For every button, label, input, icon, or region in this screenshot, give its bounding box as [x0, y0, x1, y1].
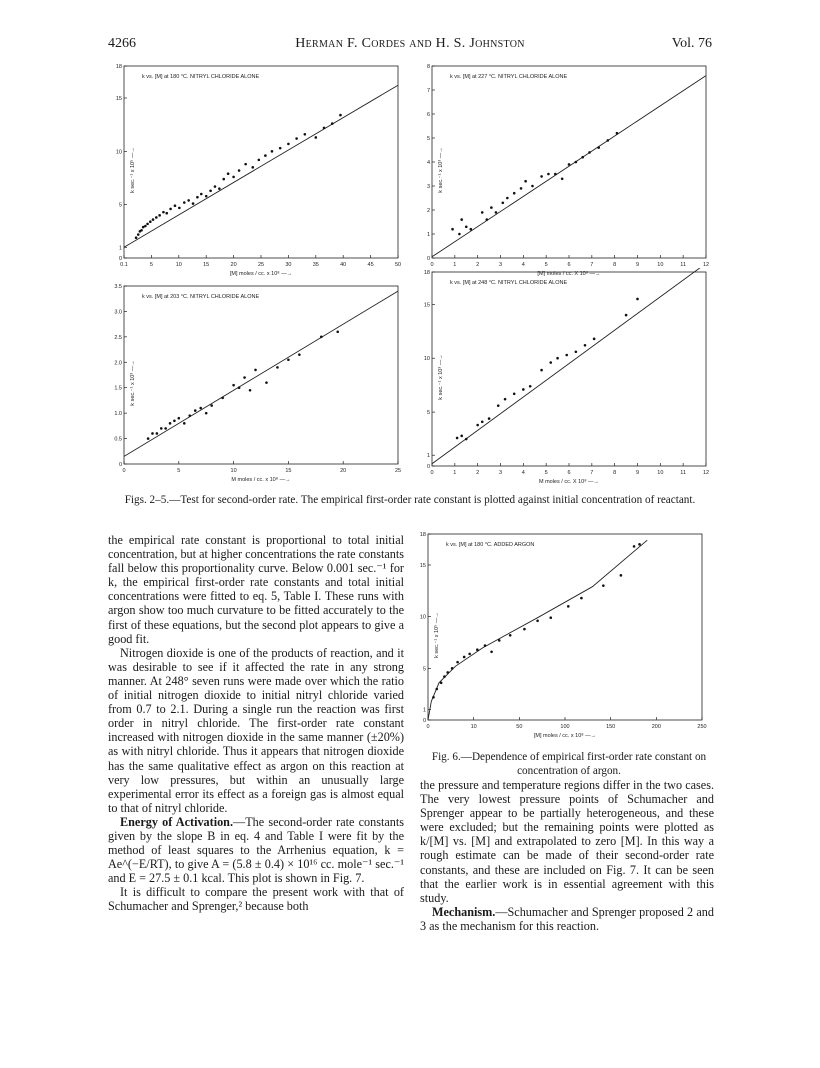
data-point	[602, 584, 605, 587]
data-point	[506, 197, 509, 200]
data-point	[468, 653, 471, 656]
data-point	[531, 185, 534, 188]
y-tick-label: 15	[115, 96, 122, 102]
data-point	[251, 166, 254, 169]
chart-fig6	[416, 530, 716, 742]
x-tick-label: 5	[544, 470, 548, 476]
x-tick-label: 0	[430, 470, 434, 476]
data-point	[488, 417, 491, 420]
data-point	[232, 384, 235, 387]
data-point	[320, 336, 323, 339]
data-point	[146, 223, 149, 226]
y-tick-label: 8	[426, 64, 430, 70]
x-tick-label: 30	[285, 262, 292, 268]
fit-line	[432, 268, 706, 464]
x-tick-label: 25	[257, 262, 265, 268]
data-point	[165, 212, 168, 215]
data-point	[187, 199, 190, 202]
data-point	[158, 214, 161, 217]
data-point	[214, 185, 217, 188]
data-point	[164, 427, 167, 430]
data-point	[575, 161, 578, 164]
x-tick-label: 35	[312, 262, 319, 268]
y-tick-label: 1	[426, 232, 430, 238]
y-tick-label: 0	[426, 464, 430, 470]
y-tick-label: 0	[426, 256, 430, 262]
data-point	[279, 147, 282, 150]
x-tick-label: 3	[498, 262, 503, 268]
data-point	[183, 422, 186, 425]
data-point	[556, 357, 559, 360]
data-point	[178, 207, 181, 210]
data-point	[565, 354, 568, 357]
y-tick-label: 15	[419, 563, 426, 569]
x-tick-label: 11	[680, 262, 687, 268]
chart-title: k vs. [M] at 180 °C. NITRYL CHLORIDE ALONE	[142, 74, 260, 80]
x-tick-label: 10	[470, 724, 477, 730]
x-tick-label: 2	[476, 470, 480, 476]
data-point	[460, 218, 463, 221]
data-point	[169, 422, 172, 425]
data-point	[588, 151, 591, 154]
data-point	[456, 437, 459, 440]
data-point	[513, 192, 516, 195]
data-point	[249, 389, 252, 392]
section-heading: Mechanism.	[432, 904, 496, 919]
x-tick-label: 6	[567, 470, 571, 476]
figure-4	[112, 282, 412, 486]
data-point	[481, 211, 484, 214]
data-point	[287, 143, 290, 146]
x-axis-label: [M] moles / cc. x 10⁸ —→	[533, 733, 597, 739]
data-point	[458, 233, 461, 236]
plot-frame	[124, 66, 398, 258]
data-point	[522, 388, 525, 391]
data-point	[470, 228, 473, 231]
x-tick-label: 7	[590, 262, 594, 268]
data-point	[152, 218, 155, 221]
y-axis-label: k sec.⁻¹ x 10⁵ —→	[130, 147, 136, 193]
fit-line	[428, 540, 647, 720]
y-tick-label: 1	[422, 707, 426, 714]
data-point	[222, 178, 225, 181]
data-point	[495, 211, 498, 214]
data-point	[580, 597, 583, 600]
data-point	[173, 419, 176, 422]
x-axis-label: M moles / cc. X 10⁸ —→	[538, 479, 600, 485]
x-tick-label: 250	[697, 724, 707, 730]
chart-fig4	[112, 282, 412, 486]
figure-2	[112, 62, 412, 280]
data-point	[568, 163, 571, 166]
data-point	[435, 688, 438, 691]
data-point	[188, 414, 191, 417]
y-tick-label: 4	[426, 160, 430, 166]
y-tick-label: 0	[118, 256, 122, 262]
y-axis-label: k sec.⁻¹ x 10³ —→	[438, 354, 444, 400]
data-point	[169, 208, 172, 211]
y-tick-label: 5	[426, 136, 430, 142]
data-point	[205, 195, 208, 198]
y-axis-label: k sec.⁻¹ x 10³ —→	[438, 147, 444, 193]
data-point	[540, 175, 543, 178]
x-tick-label: 2	[476, 262, 480, 268]
x-tick-label: 45	[367, 262, 374, 268]
y-tick-label: 5	[426, 410, 430, 417]
data-point	[174, 204, 177, 207]
data-point	[271, 150, 274, 153]
paragraph: It is difficult to compare the present work with that of Schumacher and Sprenger,² because both	[108, 885, 404, 914]
data-point	[584, 344, 587, 347]
data-point	[620, 574, 623, 577]
data-point	[238, 169, 241, 172]
data-point	[549, 616, 552, 619]
paragraph: the empirical rate constant is proportional to total initial concentration, but at higher concentrations the rate constants fall below this proportionality curve. Below 0.001 sec.⁻¹ for k, the empirical first-order rate constants and total initial concentrations were fitted to eq. 5, Table I. These runs with argon show too much curvature to be fitted accurately to the first of these equations, but the second plot appears to give a good fit.	[108, 533, 404, 646]
data-point	[498, 639, 501, 642]
x-tick-label: 0.1	[120, 262, 128, 268]
data-point	[616, 132, 619, 135]
x-tick-label: 40	[340, 262, 347, 268]
data-point	[463, 656, 466, 659]
data-point	[509, 634, 512, 637]
data-point	[633, 545, 636, 548]
data-point	[194, 409, 197, 412]
data-point	[232, 176, 235, 179]
y-tick-label: 1.5	[114, 385, 122, 392]
x-tick-label: 50	[394, 262, 402, 268]
data-point	[456, 661, 459, 664]
x-tick-label: 20	[230, 262, 237, 268]
data-point	[536, 620, 539, 623]
y-tick-label: 1	[426, 453, 430, 460]
data-point	[276, 366, 279, 369]
data-point	[575, 350, 578, 353]
data-point	[243, 376, 246, 379]
x-tick-label: 100	[560, 724, 570, 730]
data-point	[540, 369, 543, 372]
data-point	[465, 226, 468, 229]
y-tick-label: 2.0	[114, 360, 122, 367]
data-point	[501, 202, 504, 205]
caption-fig6: Fig. 6.—Dependence of empirical first-order rate constant on concentration of argon.	[431, 751, 707, 777]
x-tick-label: 15	[203, 262, 210, 268]
data-point	[258, 159, 261, 162]
data-point	[151, 432, 154, 435]
x-tick-label: 15	[285, 468, 292, 474]
data-point	[156, 432, 159, 435]
paragraph: Nitrogen dioxide is one of the products of reaction, and it was desirable to see if it affected the rate in any strong manner. At 248° seven runs were made over which the ratio of initial nitrogen dioxide to initial nitryl chloride varied from 0.7 to 2.1. During a single run the reaction was first order in nitryl chloride. The first-order rate constant increased with nitrogen dioxide in the same manner (±20%) as with nitryl chloride. Thus it appears that nitrogen dioxide has the same qualitative effect as argon on this reaction at very low pressures, but within an unusually large experimental error its effect as a foreign gas is almost equal to that of nitryl chloride.	[108, 645, 404, 815]
y-tick-label: 0	[118, 462, 122, 468]
y-tick-label: 3.0	[114, 309, 122, 316]
x-axis-label: M moles / cc. x 10⁸ —→	[231, 477, 291, 483]
y-tick-label: 18	[115, 64, 122, 70]
x-tick-label: 1	[453, 470, 457, 476]
chart-fig3	[420, 62, 720, 280]
data-point	[287, 358, 290, 361]
x-tick-label: 12	[702, 262, 710, 268]
data-point	[147, 437, 150, 440]
y-tick-label: 10	[419, 614, 426, 621]
data-point	[144, 225, 147, 228]
data-point	[244, 163, 247, 166]
page-number: 4266	[108, 36, 136, 51]
data-point	[547, 173, 550, 176]
data-point	[440, 682, 443, 685]
data-point	[490, 206, 493, 209]
chart-fig5	[420, 268, 720, 488]
data-point	[200, 193, 203, 196]
data-point	[446, 671, 449, 674]
y-tick-label: 3	[426, 184, 430, 190]
y-tick-label: 5	[422, 666, 426, 673]
data-point	[625, 314, 628, 317]
x-tick-label: 4	[521, 262, 525, 268]
section-heading: Energy of Activation.	[120, 814, 234, 829]
x-tick-label: 12	[702, 470, 710, 476]
x-tick-label: 5	[177, 468, 181, 474]
y-tick-label: 0.5	[114, 436, 122, 443]
data-point	[607, 139, 610, 142]
x-tick-label: 8	[613, 470, 617, 476]
data-point	[339, 114, 342, 117]
fit-line	[124, 291, 398, 456]
x-tick-label: 1	[453, 262, 457, 268]
y-tick-label: 2	[426, 208, 430, 214]
data-point	[304, 133, 307, 136]
x-tick-label: 10	[175, 262, 182, 268]
x-tick-label: 0	[426, 724, 430, 730]
data-point	[331, 122, 334, 125]
plot-frame	[124, 286, 398, 464]
text-column-left	[108, 533, 404, 914]
y-tick-label: 2.5	[114, 334, 122, 341]
x-axis-label: [M] moles / cc. X 10⁸ —→	[537, 271, 601, 277]
data-point	[315, 136, 318, 139]
data-point	[323, 127, 326, 130]
paragraph: Energy of Activation.—The second-order rate constants given by the slope B in eq. 4 and Table I were fit by the method of least squares to the Arrhenius equation, k = Ae^(−E/RT), to give A = (5.8 ± 0.4) × 10¹⁶ cc. mole⁻¹ sec.⁻¹ and E = 27.5 ± 0.1 kcal. This plot is shown in Fig. 7.	[108, 814, 404, 886]
data-point	[205, 412, 208, 415]
data-point	[529, 385, 532, 388]
data-point	[140, 229, 143, 232]
x-tick-label: 25	[394, 468, 402, 474]
x-tick-label: 20	[340, 468, 347, 474]
data-point	[486, 218, 489, 221]
data-point	[567, 605, 570, 608]
x-tick-label: 9	[635, 262, 640, 268]
x-tick-label: 8	[613, 262, 617, 268]
data-point	[597, 146, 600, 149]
x-tick-label: 150	[606, 724, 616, 730]
data-point	[484, 644, 487, 647]
fit-line	[432, 76, 706, 257]
plot-frame	[428, 534, 702, 720]
data-point	[549, 361, 552, 364]
y-axis-label: k sec.⁻¹ x 10⁵ —→	[434, 612, 440, 658]
x-axis-label: [M] moles / cc. x 10⁸ —→	[229, 271, 293, 277]
chart-title: k vs. [M] at 180 °C. ADDED ARGON	[446, 542, 535, 548]
y-tick-label: 6	[426, 112, 430, 118]
x-tick-label: 10	[657, 262, 664, 268]
volume-label: Vol. 76	[671, 36, 712, 51]
y-tick-label: 18	[423, 270, 430, 276]
data-point	[295, 137, 298, 140]
data-point	[265, 381, 268, 384]
data-point	[581, 156, 584, 159]
data-point	[554, 173, 557, 176]
y-tick-label: 7	[426, 88, 430, 94]
data-point	[476, 424, 479, 427]
running-head: Herman F. Cordes and H. S. Johnston	[295, 36, 525, 51]
x-tick-label: 11	[680, 470, 687, 476]
x-tick-label: 10	[657, 470, 664, 476]
data-point	[481, 421, 484, 424]
data-point	[218, 187, 221, 190]
data-point	[192, 202, 195, 205]
figure-5	[420, 268, 720, 488]
y-tick-label: 10	[423, 356, 430, 363]
data-point	[476, 648, 479, 651]
data-point	[593, 338, 596, 341]
x-tick-label: 6	[567, 262, 571, 268]
chart-title: k vs. [M] at 227 °C. NITRYL CHLORIDE ALONE	[450, 74, 568, 80]
y-tick-label: 3.5	[114, 284, 122, 290]
chart-fig2	[112, 62, 412, 280]
data-point	[137, 233, 140, 236]
data-point	[561, 178, 564, 181]
plot-frame	[432, 272, 706, 466]
x-tick-label: 7	[590, 470, 594, 476]
data-point	[155, 216, 158, 219]
data-point	[638, 543, 641, 546]
x-tick-label: 9	[635, 470, 640, 476]
data-point	[523, 628, 526, 631]
data-point	[160, 427, 163, 430]
data-point	[227, 172, 230, 175]
x-tick-label: 3	[498, 470, 503, 476]
x-tick-label: 10	[230, 468, 237, 474]
data-point	[636, 298, 639, 301]
data-point	[254, 369, 257, 372]
data-point	[490, 651, 493, 654]
data-point	[178, 417, 181, 420]
x-tick-label: 0	[122, 468, 126, 474]
data-point	[524, 180, 527, 183]
caption-figs-2-5: Figs. 2–5.—Test for second-order rate. The empirical first-order rate constant is plotted against initial concentration of reactant.	[124, 494, 696, 506]
data-point	[513, 392, 516, 395]
y-tick-label: 5	[118, 202, 122, 209]
text-column-right	[420, 778, 714, 933]
x-tick-label: 0	[430, 262, 434, 268]
y-tick-label: 1.0	[114, 411, 122, 418]
data-point	[149, 220, 152, 223]
data-point	[443, 675, 446, 678]
y-tick-label: 18	[419, 532, 426, 538]
data-point	[465, 438, 468, 441]
data-point	[210, 404, 213, 407]
data-point	[183, 201, 186, 204]
x-tick-label: 4	[521, 470, 525, 476]
data-point	[460, 435, 463, 438]
chart-title: k vs. [M] at 248 °C. NITRYL CHLORIDE ALONE	[450, 280, 568, 286]
data-point	[238, 386, 241, 389]
y-tick-label: 15	[423, 302, 430, 309]
data-point	[298, 353, 301, 356]
data-point	[221, 397, 224, 400]
y-tick-label: 10	[115, 149, 122, 156]
x-tick-label: 5	[544, 262, 548, 268]
data-point	[196, 196, 199, 199]
y-axis-label: k sec.⁻¹ x 10³ —→	[130, 360, 136, 406]
fit-line	[124, 85, 398, 247]
data-point	[451, 228, 454, 231]
data-point	[162, 211, 165, 214]
data-point	[504, 398, 507, 401]
data-point	[520, 187, 523, 190]
data-point	[209, 190, 212, 193]
data-point	[451, 667, 454, 670]
data-point	[135, 236, 138, 239]
data-point	[264, 154, 267, 157]
chart-title: k vs. [M] at 203 °C. NITRYL CHLORIDE ALONE	[142, 294, 260, 300]
paragraph: Mechanism.—Schumacher and Sprenger proposed 2 and 3 as the mechanism for this reaction.	[420, 904, 714, 933]
data-point	[432, 696, 435, 699]
x-tick-label: 200	[651, 724, 661, 730]
y-tick-label: 0	[422, 718, 426, 724]
figure-6	[416, 530, 716, 742]
data-point	[497, 404, 500, 407]
y-tick-label: 1	[118, 245, 122, 252]
x-tick-label: 5	[149, 262, 153, 268]
data-point	[336, 330, 339, 333]
paragraph: the pressure and temperature regions differ in the two cases. The very lowest pressure points of Schumacher and Sprenger appear to be partially heterogeneous, and these were excluded; but the remaining points were plotted as k/[M] vs. [M] and extrapolated to zero [M]. In this way a rough estimate can be made of their second-order rate constants, and these are included on Fig. 7. It can be seen that the earlier work is in essential agreement with this study.	[420, 778, 714, 905]
data-point	[199, 407, 202, 410]
figure-3	[420, 62, 720, 280]
x-tick-label: 50	[516, 724, 523, 730]
